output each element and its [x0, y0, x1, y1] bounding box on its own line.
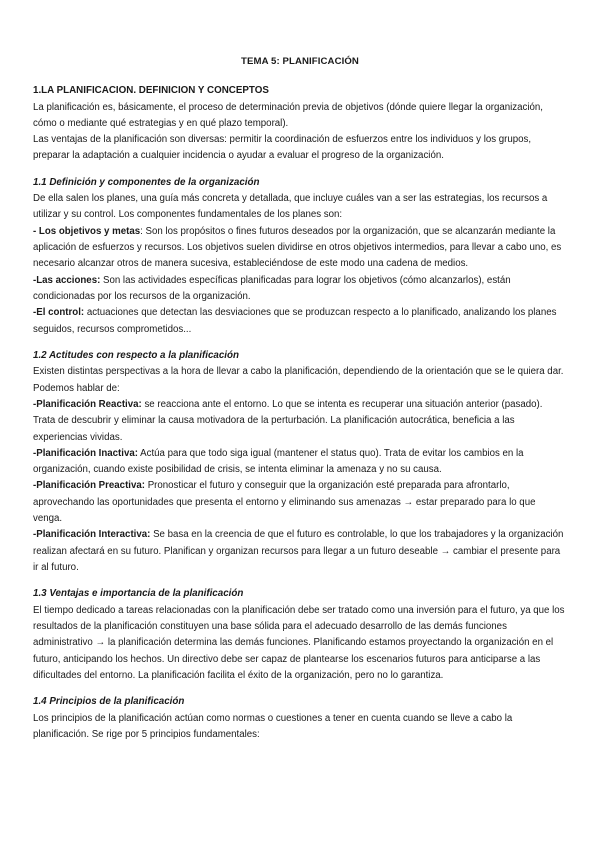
component-text: actuaciones que detectan las desviaciones que se produzcan respecto a lo planificado, analizando los planes seguidos, recursos comprometidos... — [33, 307, 557, 335]
section-1-4-paragraph: Los principios de la planificación actúan como normas o cuestiones a tener en cuenta cuando se lleve a cabo la planificación. Se rige por 5 principios fundamentales: — [33, 712, 513, 740]
document-title: TEMA 5: PLANIFICACIÓN — [241, 56, 359, 67]
component-item — [33, 305, 567, 338]
section-heading-1-1: 1.1 Definición y componentes de la organización — [33, 176, 260, 188]
attitude-term: -Planificación Reactiva: — [33, 398, 142, 410]
section-1-paragraph-2: Las ventajas de la planificación son diversas: permitir la coordinación de esfuerzos entre los individuos y los grupos, preparar la adaptación a cualquier incidencia o ayudar a evaluar el progreso de la organización. — [33, 134, 532, 162]
section-1-3-paragraph: El tiempo dedicado a tareas relacionadas con la planificación debe ser tratado como una inversión para el futuro, ya que los resultados de la planificación constituyen una base sólida para el adecuado desarrollo de las demás funciones administrativo → la planificación determina las demás funciones. Planificando estamos proyectando la organización en el futuro, anticipando los hechos. Un directivo debe ser capaz de plantearse los escenarios futuros para anticiparse a las dificultades del entorno. La planificación facilita el éxito de la organización, pero no lo garantiza. — [33, 604, 565, 681]
component-text: Son las actividades específicas planificadas para lograr los objetivos (cómo alcanzarlos), están condicionadas por los recursos de la organización. — [33, 274, 511, 302]
attitude-term: -Planificación Preactiva: — [33, 480, 145, 492]
section-1-1-intro: De ella salen los planes, una guía más concreta y detallada, que incluye cuáles van a ser las estrategias, los recursos a utilizar y su control. Los componentes fundamentales de los planes son: — [33, 193, 548, 221]
attitude-item — [33, 478, 567, 527]
attitude-text: Actúa para que todo siga igual (mantener el status quo). Trata de evitar los cambios en la organización, cuando existe posibilidad de crisis, se intenta eliminar la amenaza y no su causa. — [33, 447, 524, 476]
component-item — [33, 273, 567, 306]
attitude-item — [33, 397, 567, 446]
component-item — [33, 224, 567, 273]
attitude-term: -Planificación Inactiva: — [33, 447, 138, 459]
section-heading-1-2: 1.2 Actitudes con respecto a la planificación — [33, 349, 239, 361]
component-term: -El control: — [33, 307, 85, 319]
attitude-item — [33, 446, 567, 479]
section-1-paragraph-1: La planificación es, básicamente, el proceso de determinación previa de objetivos (dónde quiere llegar la organización, cómo o mediante qué estrategias y en qué plazo temporal). — [33, 101, 543, 129]
section-heading-1-4: 1.4 Principios de la planificación — [33, 696, 185, 708]
component-text: : Son los propósitos o fines futuros deseados por la organización, que se alcanzarán mediante la aplicación de esfuerzos y recursos. Los objetivos suelen dividirse en otros objetivos intermedios, para llevar a cabo uno, es necesario alcanzar otros de manera sucesiva, estableciéndose de este modo una cadena de medios. — [33, 225, 562, 270]
attitude-text: Se basa en la creencia de que el futuro es controlable, lo que los trabajadores y la organización realizan afectará en su futuro. Planifican y organizan recursos para llegar a un futuro deseable → cambiar el presente para ir al futuro. — [33, 529, 564, 573]
attitude-text: se reacciona ante el entorno. Lo que se intenta es recuperar una situación anterior (pasado). Trata de descubrir y eliminar la causa motivadora de la perturbación. La planificación autocrática, beneficia a las experiencias vividas. — [33, 398, 543, 443]
document-body — [33, 83, 567, 743]
component-term: -Las acciones: — [33, 274, 101, 286]
component-term: - Los objetivos y metas — [33, 225, 141, 237]
section-heading-1-3: 1.3 Ventajas e importancia de la planificación — [33, 588, 244, 600]
section-1-2-intro: Existen distintas perspectivas a la hora de llevar a cabo la planificación, dependiendo de la orientación que se le quiera dar. Podemos hablar de: — [33, 366, 564, 394]
attitude-item — [33, 527, 567, 576]
attitude-term: -Planificación Interactiva: — [33, 529, 151, 541]
section-heading-1: 1.LA PLANIFICACION. DEFINICION Y CONCEPTOS — [33, 85, 269, 96]
attitude-text: Pronosticar el futuro y conseguir que la organización esté preparada para afrontarlo, aprovechando las oportunidades que presenta el entorno y eliminando sus amenazas → estar preparado para lo que venga. — [33, 480, 536, 525]
